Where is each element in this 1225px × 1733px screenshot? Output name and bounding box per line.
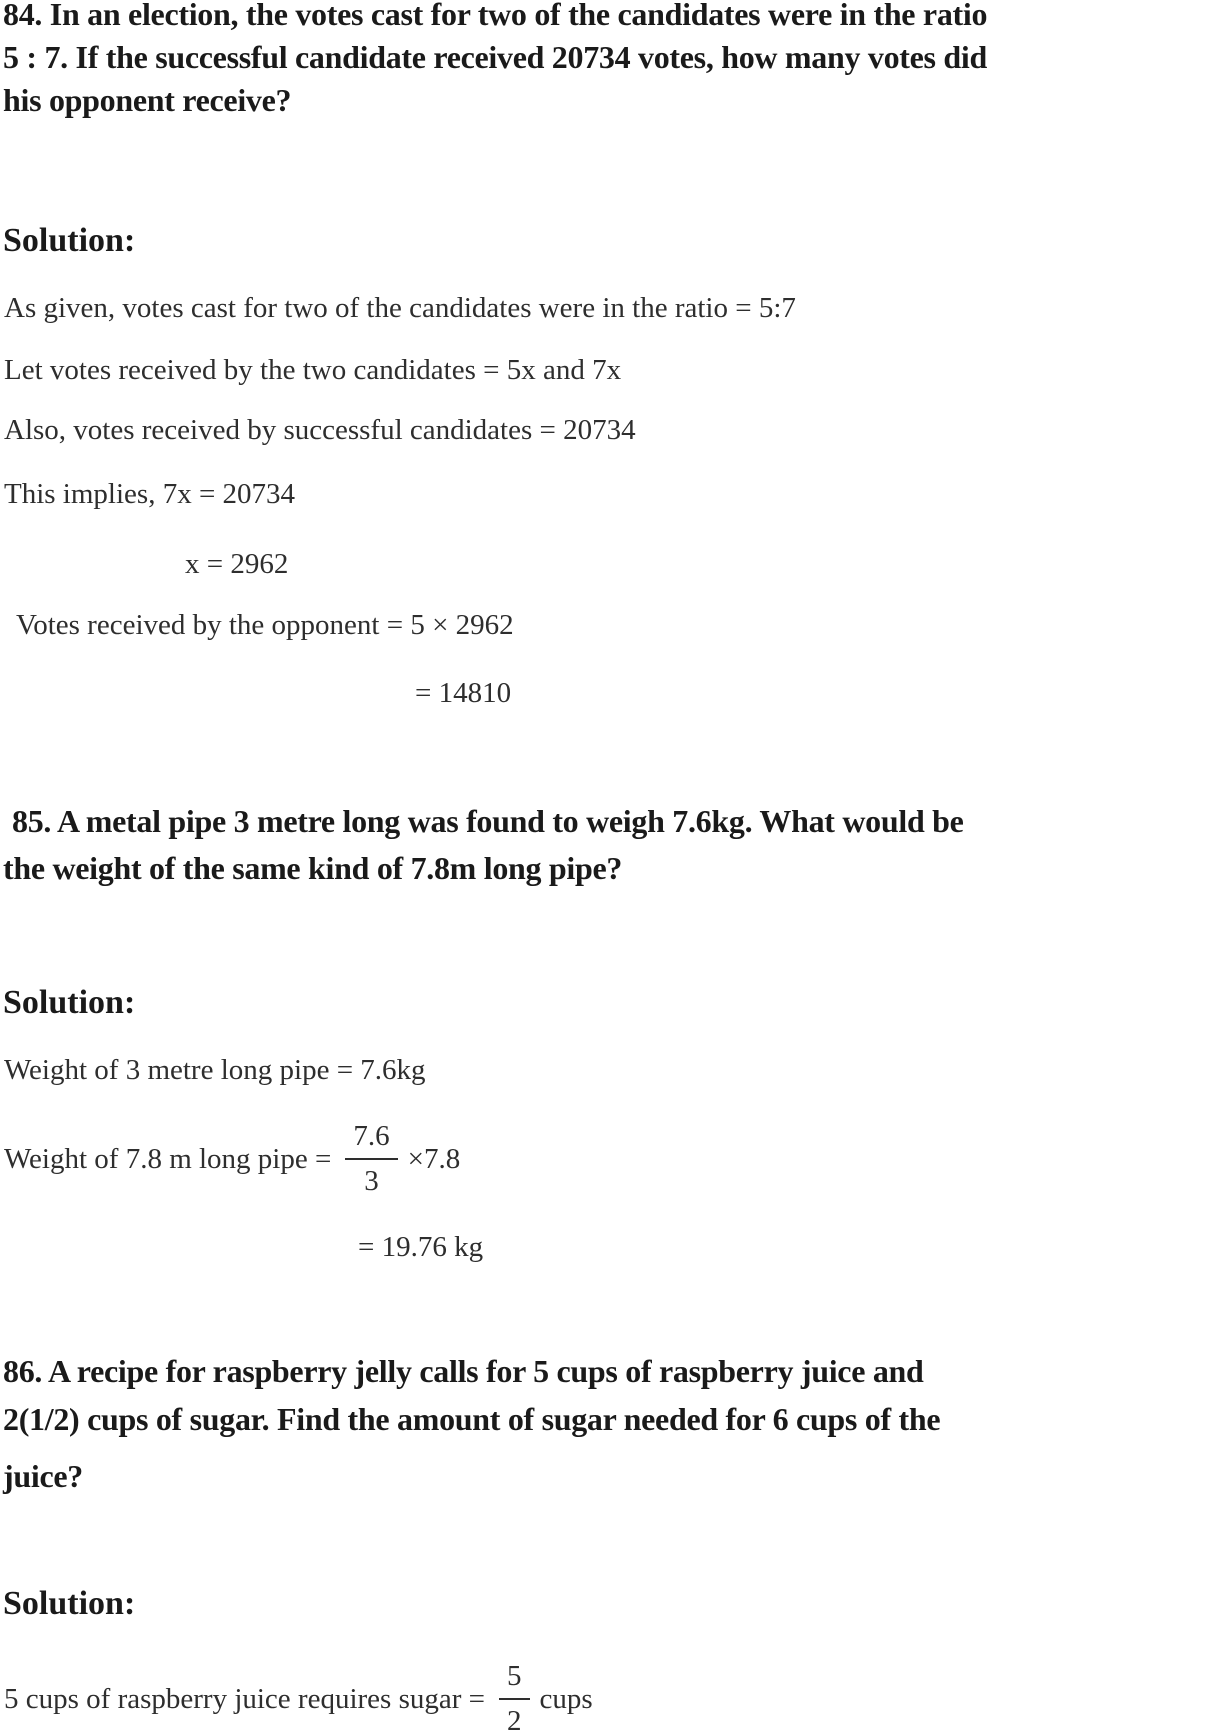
fraction-numerator: 5 — [499, 1660, 530, 1700]
solution-85-step-given: Weight of 3 metre long pipe = 7.6kg — [4, 1054, 426, 1086]
solution-85-calc-line — [4, 1120, 460, 1198]
fraction — [345, 1120, 397, 1198]
question-84-line-2: 5 : 7. If the successful candidate received 20734 votes, how many votes did — [3, 39, 987, 75]
fraction-denominator: 3 — [364, 1165, 379, 1197]
calc-suffix: ×7.8 — [407, 1142, 461, 1175]
question-84-line-1: 84. In an election, the votes cast for two of the candidates were in the ratio — [3, 0, 988, 32]
fraction-numerator: 7.6 — [345, 1120, 397, 1160]
question-86-line-2: 2(1/2) cups of sugar. Find the amount of sugar needed for 6 cups of the — [3, 1401, 941, 1437]
calc-prefix: 5 cups of raspberry juice requires sugar = — [4, 1682, 485, 1715]
solution-heading-86: Solution: — [3, 1585, 136, 1622]
calc-prefix: Weight of 7.8 m long pipe = — [4, 1142, 332, 1175]
question-84-line-3: his opponent receive? — [3, 82, 292, 118]
question-85-line-1: 85. A metal pipe 3 metre long was found to weigh 7.6kg. What would be — [12, 803, 964, 839]
solution-heading-84: Solution: — [3, 222, 136, 259]
solution-85-step-result: = 19.76 kg — [358, 1231, 484, 1263]
question-86-line-1: 86. A recipe for raspberry jelly calls for 5 cups of raspberry juice and — [3, 1353, 924, 1389]
solution-84-step-opponent: Votes received by the opponent = 5 × 2962 — [16, 609, 514, 641]
solution-84-step-successful: Also, votes received by successful candidates = 20734 — [4, 414, 636, 446]
question-85-line-2: the weight of the same kind of 7.8m long pipe? — [3, 850, 623, 886]
solution-84-step-given: As given, votes cast for two of the candidates were in the ratio = 5:7 — [4, 292, 796, 324]
solution-84-step-implies: This implies, 7x = 20734 — [4, 478, 296, 510]
fraction-denominator: 2 — [507, 1705, 522, 1733]
question-86-line-3: juice? — [3, 1458, 83, 1494]
solution-86-calc-line — [4, 1660, 593, 1733]
solution-84-step-assume: Let votes received by the two candidates = 5x and 7x — [4, 354, 622, 386]
solution-heading-85: Solution: — [3, 984, 136, 1021]
fraction — [499, 1660, 530, 1733]
solution-84-step-x-value: x = 2962 — [185, 548, 289, 580]
solution-84-step-result: = 14810 — [415, 677, 512, 709]
calc-suffix: cups — [539, 1682, 593, 1715]
